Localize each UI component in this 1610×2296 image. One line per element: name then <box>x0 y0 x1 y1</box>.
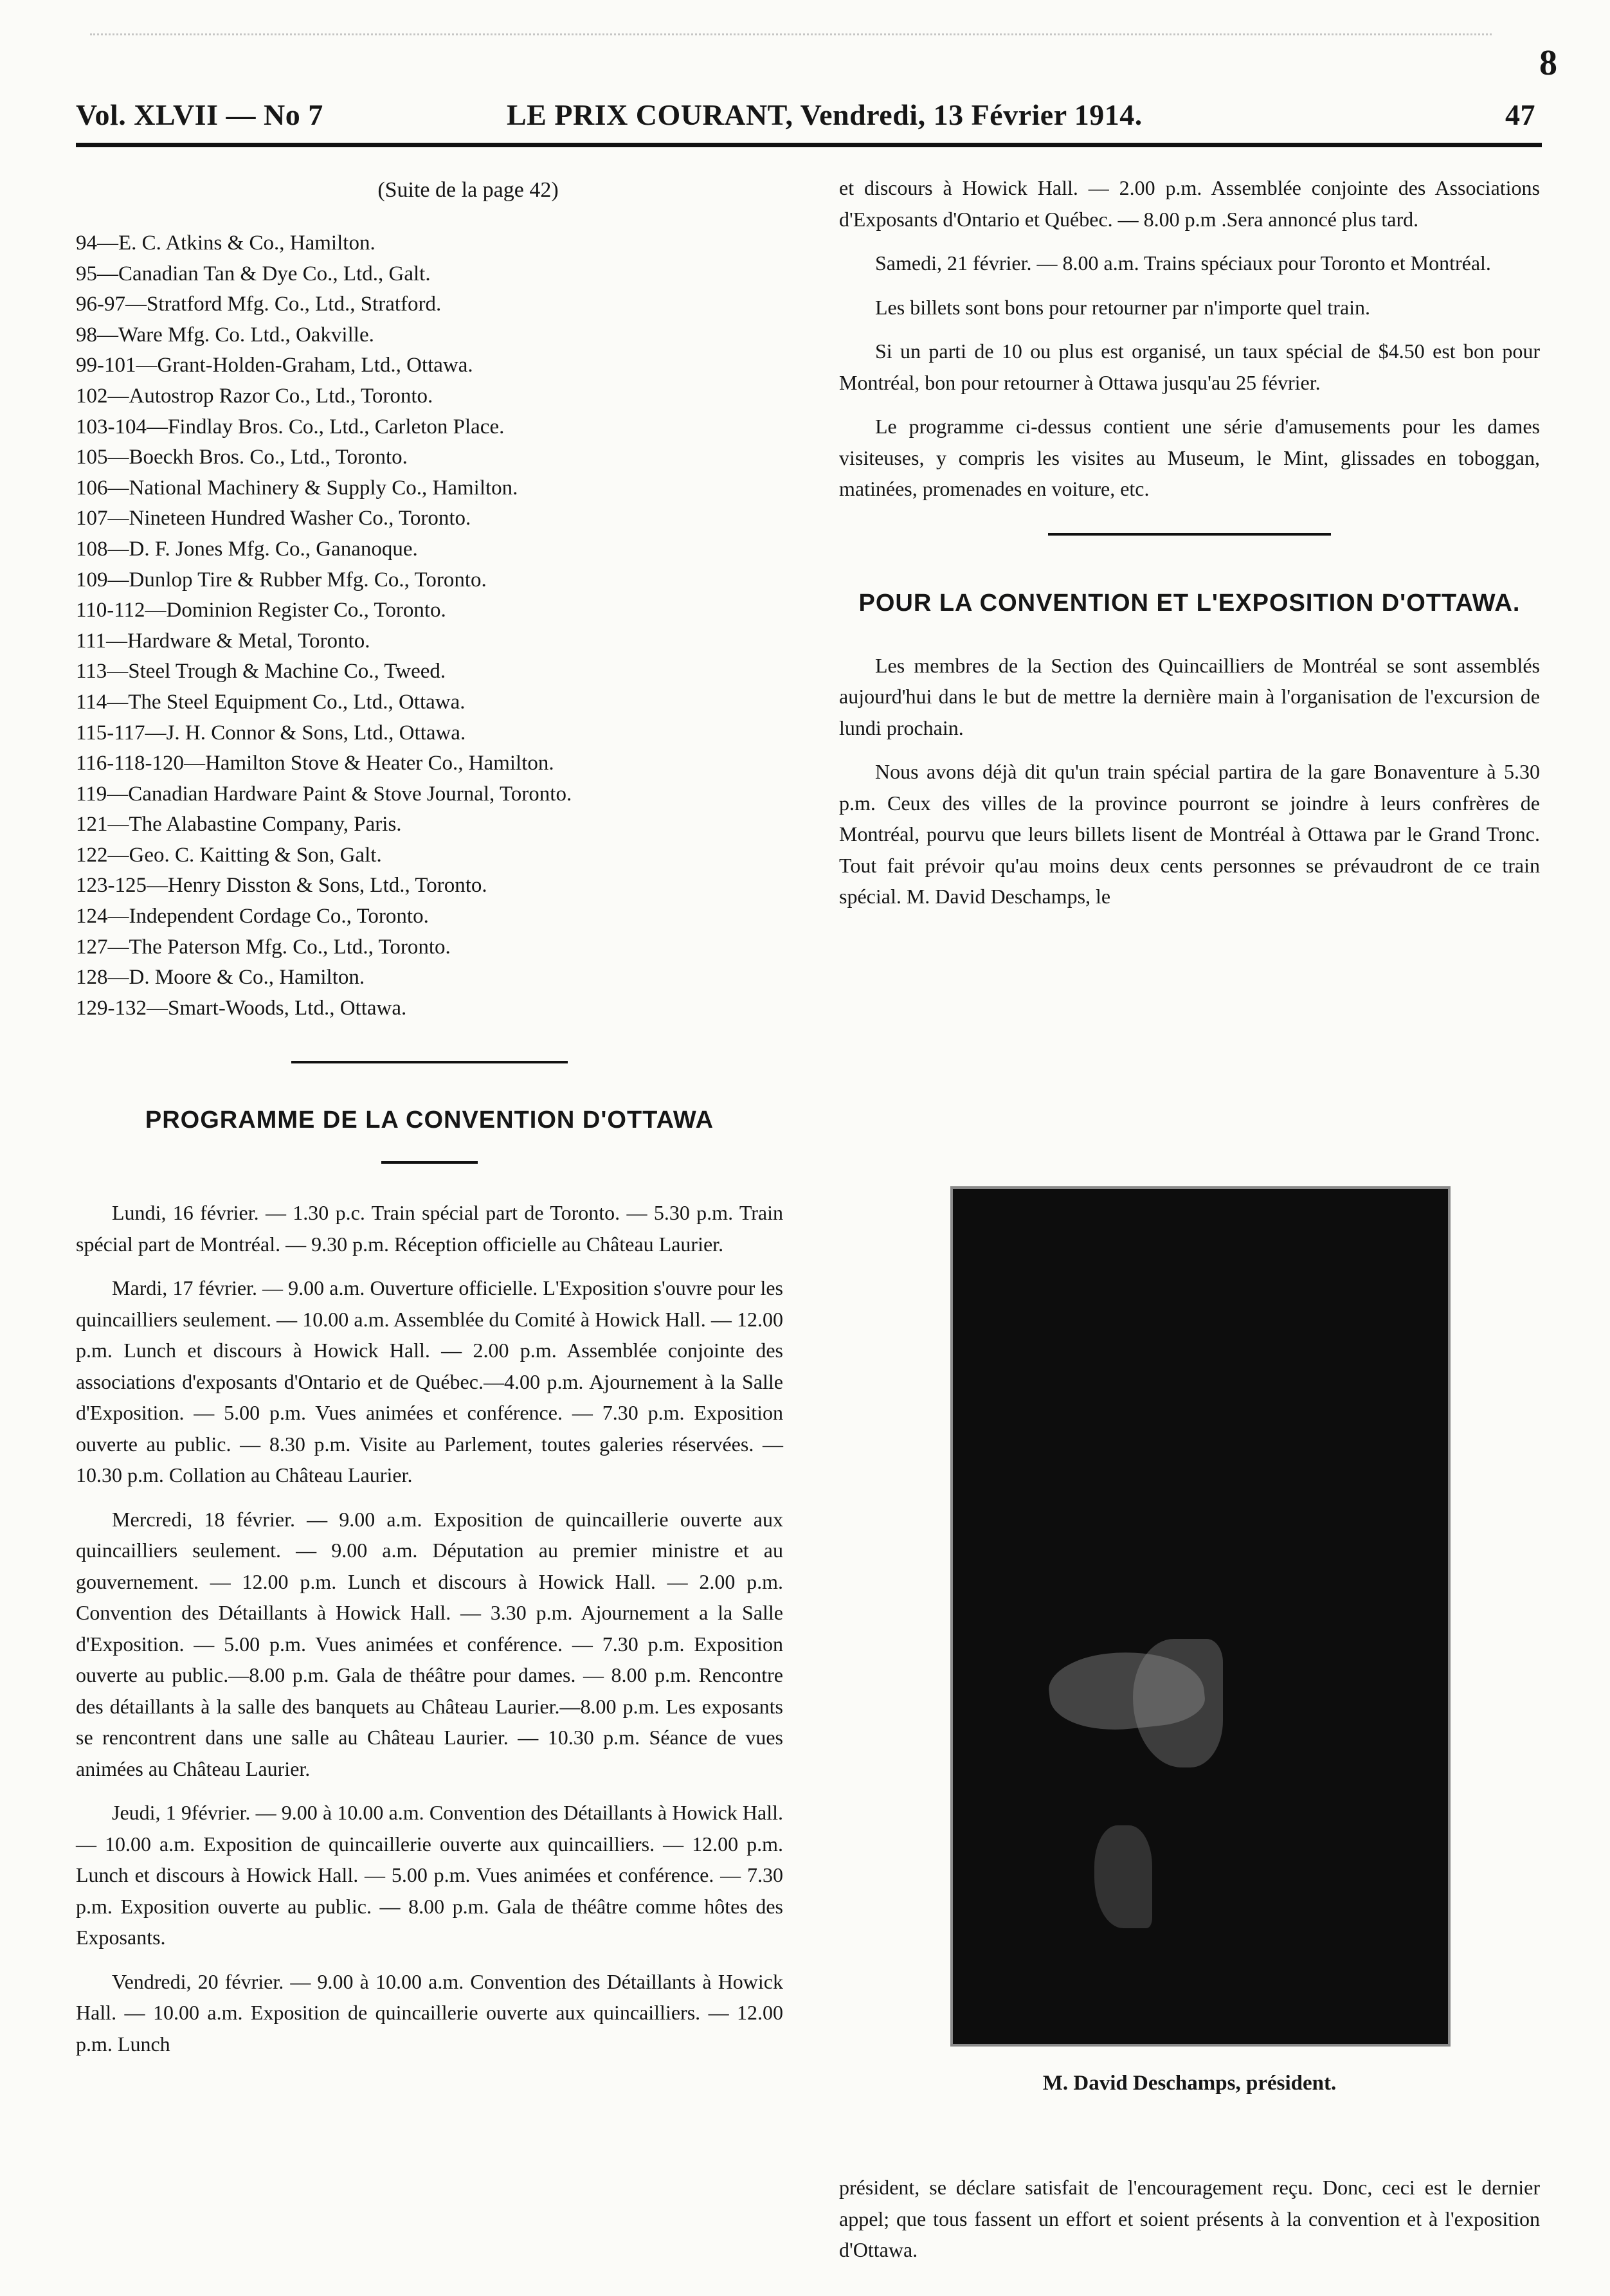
programme-saturday: Samedi, 21 février. — 8.00 a.m. Trains spéciaux pour Toronto et Montréal. <box>875 251 1491 275</box>
list-item: 108—D. F. Jones Mfg. Co., Gananoque. <box>76 537 418 561</box>
page-header <box>76 98 1535 143</box>
list-item: 110-112—Dominion Register Co., Toronto. <box>76 599 446 622</box>
list-item: 127—The Paterson Mfg. Co., Ltd., Toronto. <box>76 935 451 959</box>
list-item: 113—Steel Trough & Machine Co., Tweed. <box>76 660 446 683</box>
section-divider <box>291 1061 568 1063</box>
photo-highlight <box>1094 1825 1152 1928</box>
continued-note: (Suite de la page 42) <box>377 178 559 202</box>
left-column <box>76 170 783 2072</box>
article-paragraph: Les membres de la Section des Quincailliers de Montréal se sont assemblés aujourd'hui dans le but de mettre la dernière main à l'organisation de l'excursion de lundi prochain. <box>839 653 1540 739</box>
list-item: 122—Geo. C. Kaitting & Son, Galt. <box>76 843 382 867</box>
programme-day-monday: Lundi, 16 février. — 1.30 p.c. Train spécial part de Toronto. — 5.30 p.m. Train spécial part de Montréal. — 9.30 p.m. Réception officielle au Château Laurier. <box>76 1201 783 1256</box>
list-item: 107—Nineteen Hundred Washer Co., Toronto. <box>76 507 471 530</box>
ladies-amusements-note: Le programme ci-dessus contient une série d'amusements pour les dames visiteuses, y compris les visites au Museum, le Mint, glissades en toboggan, matinées, promenades en voiture, etc. <box>839 415 1540 500</box>
programme-day-friday: Vendredi, 20 février. — 9.00 à 10.00 a.m. Convention des Détaillants à Howick Hall. — 10.00 a.m. Exposition de quincaillerie ouverte aux quincailliers. — 12.00 p.m. Lunch <box>76 1969 783 2056</box>
volume-label: Vol. XLVII — No 7 <box>76 98 323 131</box>
list-item: 111—Hardware & Metal, Toronto. <box>76 629 370 653</box>
photo-highlight <box>1133 1639 1223 1767</box>
programme-continuation: et discours à Howick Hall. — 2.00 p.m. Assemblée conjointe des Associations d'Exposants d'Ontario et Québec. — 8.00 p.m .Sera annoncé plus tard. <box>839 176 1540 231</box>
publication-title: LE PRIX COURANT, Vendredi, 13 Février 1914. <box>507 98 1143 131</box>
list-item: 102—Autostrop Razor Co., Ltd., Toronto. <box>76 384 433 408</box>
list-item: 123-125—Henry Disston & Sons, Ltd., Toronto. <box>76 874 487 898</box>
heading-rule <box>381 1161 478 1164</box>
list-item: 128—D. Moore & Co., Hamilton. <box>76 966 365 990</box>
list-item: 103-104—Findlay Bros. Co., Ltd., Carleton Place. <box>76 415 505 438</box>
exhibitor-list <box>76 228 783 1024</box>
corner-mark: 8 <box>1539 43 1557 83</box>
list-item: 121—The Alabastine Company, Paris. <box>76 813 402 836</box>
programme-day-wednesday: Mercredi, 18 février. — 9.00 a.m. Exposition de quincaillerie ouverte aux quincailliers seulement. — 9.00 a.m. Députation au premier ministre et au gouvernement. — 12.00 p.m. Lunch et discours à Howick Hall. — 2.00 p.m. Convention des Détaillants à Howick Hall. — 3.30 p.m. Ajournement a la Salle d'Exposition. — 5.00 p.m. Vues animées et conférence. — 7.30 p.m. Exposition ouverte au public.—8.00 p.m. Gala de théâtre pour dames. — 8.00 p.m. Rencontre des détaillants à la salle des banquets au Château Laurier.—8.00 p.m. Les exposants se rencontrent dans une salle au Château Laurier. — 10.30 p.m. Séance de vues animées au Château Laurier. <box>76 1507 783 1780</box>
list-item: 98—Ware Mfg. Co. Ltd., Oakville. <box>76 323 374 347</box>
final-paragraph: président, se déclare satisfait de l'encouragement reçu. Donc, ceci est le dernier appel; que tous fassent un effort et soient présents à la convention et à l'exposition d'Ottawa. <box>839 2176 1540 2261</box>
print-noise-strip <box>90 33 1492 55</box>
list-item: 109—Dunlop Tire & Rubber Mfg. Co., Toronto. <box>76 568 487 592</box>
list-item: 105—Boeckh Bros. Co., Ltd., Toronto. <box>76 446 408 469</box>
list-item: 115-117—J. H. Connor & Sons, Ltd., Ottawa. <box>76 721 466 745</box>
section-divider <box>1048 533 1331 536</box>
photo-caption: M. David Deschamps, président. <box>1042 2072 1337 2095</box>
page-number: 47 <box>1505 98 1535 131</box>
group-rate-note: Si un parti de 10 ou plus est organisé, un taux spécial de $4.50 est bon pour Montréal, bon pour retourner à Ottawa jusqu'au 25 février. <box>839 339 1540 394</box>
programme-day-tuesday: Mardi, 17 février. — 9.00 a.m. Ouverture officielle. L'Exposition s'ouvre pour les quincailliers seulement. — 10.00 a.m. Assemblée du Comité à Howick Hall. — 12.00 p.m. Lunch et discours à Howick Hall. — 2.00 p.m. Assemblée conjointe des associations d'exposants d'Ontario et de Québec.—4.00 p.m. Ajournement à la Salle d'Exposition. — 5.00 p.m. Vues animées et conférence. — 7.30 p.m. Exposition ouverte au public. — 8.30 p.m. Visite au Parlement, toutes galeries réservées. — 10.30 p.m. Collation au Château Laurier. <box>76 1276 783 1487</box>
header-rule <box>76 143 1542 147</box>
list-item: 106—National Machinery & Supply Co., Hamilton. <box>76 476 518 500</box>
ticket-note: Les billets sont bons pour retourner par n'importe quel train. <box>875 295 1371 319</box>
article-heading: POUR LA CONVENTION ET L'EXPOSITION D'OTTAWA. <box>858 589 1521 617</box>
list-item: 95—Canadian Tan & Dye Co., Ltd., Galt. <box>76 262 431 285</box>
portrait-photo <box>950 1186 1451 2047</box>
list-item: 94—E. C. Atkins & Co., Hamilton. <box>76 231 375 255</box>
list-item: 124—Independent Cordage Co., Toronto. <box>76 905 429 928</box>
list-item: 99-101—Grant-Holden-Graham, Ltd., Ottawa. <box>76 354 473 377</box>
list-item: 119—Canadian Hardware Paint & Stove Journal, Toronto. <box>76 782 572 806</box>
list-item: 116-118-120—Hamilton Stove & Heater Co., Hamilton. <box>76 752 554 775</box>
programme-heading: PROGRAMME DE LA CONVENTION D'OTTAWA <box>145 1107 714 1134</box>
list-item: 114—The Steel Equipment Co., Ltd., Ottawa. <box>76 690 466 714</box>
right-column <box>839 172 1540 925</box>
article-paragraph: Nous avons déjà dit qu'un train spécial partira de la gare Bonaventure à 5.30 p.m. Ceux des villes de la province pourront se joindre à leurs confrères de Montréal, pourvu que leurs billets lisent de Montréal à Ottawa par le Grand Tronc. Tout fait prévoir qu'au moins deux cents personnes se prévaudront de ce train spécial. M. David Deschamps, le <box>839 760 1540 908</box>
programme-day-thursday: Jeudi, 1 9février. — 9.00 à 10.00 a.m. Convention des Détaillants à Howick Hall. — 10.00 a.m. Exposition de quincaillerie ouverte aux quincailliers. — 12.00 p.m. Lunch et discours à Howick Hall. — 5.00 p.m. Vues animées et conférence. — 7.30 p.m. Exposition ouverte au public. — 8.00 p.m. Gala de théâtre comme hôtes des Exposants. <box>76 1801 783 1949</box>
closing-text <box>839 2172 1540 2279</box>
list-item: 96-97—Stratford Mfg. Co., Ltd., Stratford. <box>76 293 442 316</box>
list-item: 129-132—Smart-Woods, Ltd., Ottawa. <box>76 996 407 1020</box>
